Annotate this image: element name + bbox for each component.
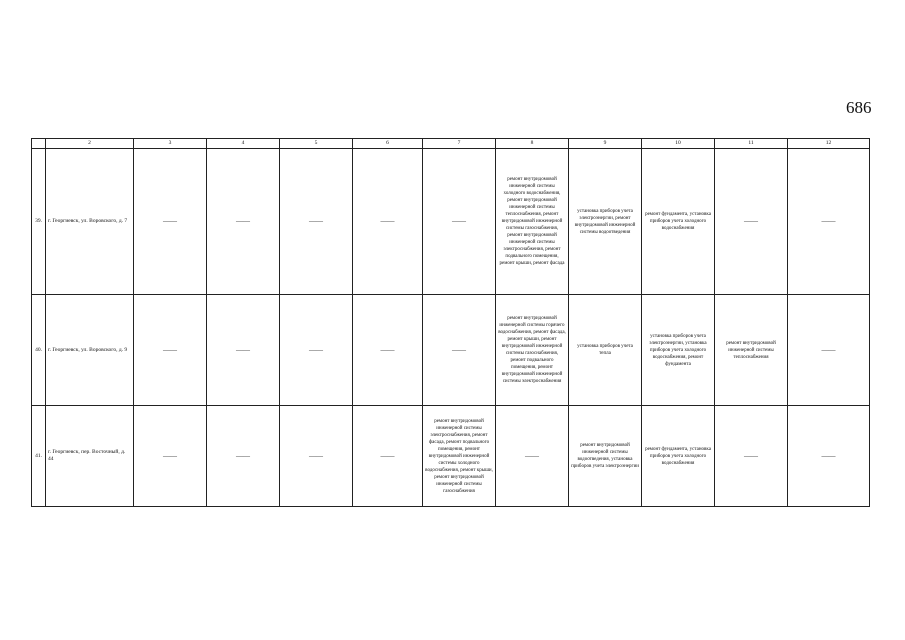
row-number: 41. (32, 406, 46, 507)
table-row (32, 406, 870, 507)
cell-col9: ремонт внутридомовой инженерной системы водоотведения, установка приборов учета электроэнергии (569, 406, 642, 507)
cell-col12: —— (788, 295, 870, 406)
header-cell-3: 3 (134, 139, 207, 149)
cell-col7: ремонт внутридомовой инженерной системы электроснабжения, ремонт фасада, ремонт подвального помещения, ремонт внутридомовой инженерной системы холодного водоснабжения, ремонт крыши, ремонт внутридомовой инженерной системы газоснабжения (423, 406, 496, 507)
cell-col10: ремонт фундамента, установка приборов учета холодного водоснабжения (642, 149, 715, 295)
cell-col10: установка приборов учета электроэнергии, установка приборов учета холодного водоснабжения, ремонт фундамента (642, 295, 715, 406)
cell-col7: —— (423, 295, 496, 406)
header-cell-10: 10 (642, 139, 715, 149)
address-cell: г. Георгиевск, ул. Воровского, д. 9 (46, 295, 134, 406)
header-cell-9: 9 (569, 139, 642, 149)
cell-col5: —— (280, 295, 353, 406)
header-row (32, 139, 870, 149)
cell-col8: —— (496, 406, 569, 507)
cell-col9: установка приборов учета тепла (569, 295, 642, 406)
header-cell-8: 8 (496, 139, 569, 149)
header-cell-1 (32, 139, 46, 149)
cell-col11: —— (715, 406, 788, 507)
cell-col4: —— (207, 406, 280, 507)
cell-col8: ремонт внутридомовой инженерной системы холодного водоснабжения, ремонт внутридомовой инженерной системы теплоснабжения, ремонт внутридомовой инженерной системы газоснабжения, ремонт внутридомовой инженерной системы электроснабжения, ремонт подвального помещения, ремонт крыши, ремонт фасада (496, 149, 569, 295)
cell-col3: —— (134, 406, 207, 507)
cell-col12: —— (788, 149, 870, 295)
table-row (32, 295, 870, 406)
cell-col4: —— (207, 295, 280, 406)
header-cell-2: 2 (46, 139, 134, 149)
header-cell-5: 5 (280, 139, 353, 149)
works-table (31, 138, 870, 507)
cell-col9: установка приборов учета электроэнергии, ремонт внутридомовой инженерной системы водоотведения (569, 149, 642, 295)
cell-col8: ремонт внутридомовой инженерной системы горячего водоснабжения, ремонт фасада, ремонт крыши, ремонт внутридомовой инженерной системы газоснабжения, ремонт подвального помещения, ремонт внутридомовой инженерной системы электроснабжения (496, 295, 569, 406)
header-cell-12: 12 (788, 139, 870, 149)
cell-col6: —— (353, 295, 423, 406)
cell-col7: —— (423, 149, 496, 295)
cell-col6: —— (353, 406, 423, 507)
cell-col3: —— (134, 149, 207, 295)
cell-col4: —— (207, 149, 280, 295)
cell-col11: ремонт внутридомовой инженерной системы теплоснабжения (715, 295, 788, 406)
cell-col6: —— (353, 149, 423, 295)
cell-col5: —— (280, 149, 353, 295)
header-cell-7: 7 (423, 139, 496, 149)
header-cell-4: 4 (207, 139, 280, 149)
header-cell-11: 11 (715, 139, 788, 149)
page-number: 686 (846, 98, 872, 117)
cell-col3: —— (134, 295, 207, 406)
cell-col5: —— (280, 406, 353, 507)
cell-col10: ремонт фундамента, установка приборов учета холодного водоснабжения (642, 406, 715, 507)
address-cell: г. Георгиевск, пер. Восточный, д. 44 (46, 406, 134, 507)
row-number: 40. (32, 295, 46, 406)
cell-col11: —— (715, 149, 788, 295)
address-cell: г. Георгиевск, ул. Воровского, д. 7 (46, 149, 134, 295)
row-number: 39. (32, 149, 46, 295)
table-row (32, 149, 870, 295)
header-cell-6: 6 (353, 139, 423, 149)
cell-col12: —— (788, 406, 870, 507)
